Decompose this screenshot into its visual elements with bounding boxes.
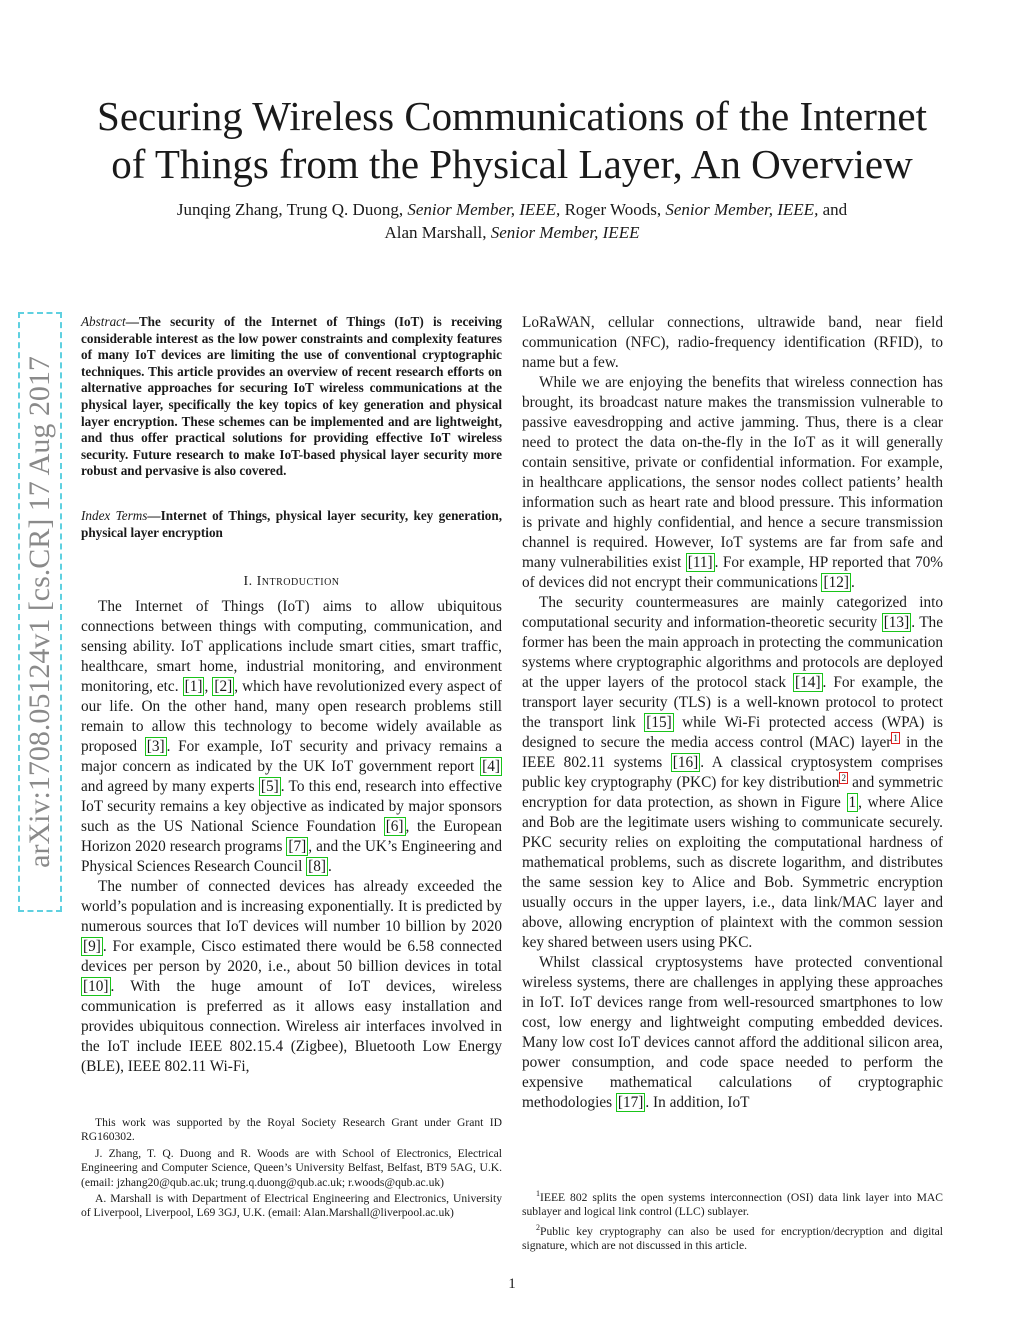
footnote-text: Public key cryptography can also be used for encryption/decryption and digital signature, which are not discussed in this article. bbox=[522, 1224, 943, 1252]
citation-link[interactable]: [8] bbox=[308, 858, 326, 875]
right-column-body bbox=[522, 313, 943, 1113]
citation-link[interactable]: [10] bbox=[83, 978, 109, 995]
author-names-2: Roger Woods, bbox=[560, 200, 666, 219]
citation-link[interactable]: [7] bbox=[288, 838, 307, 855]
citation-link[interactable]: [2] bbox=[214, 678, 233, 695]
abstract-text: —The security of the Internet of Things (IoT) is receiving considerable interest as the low power constraints and complexity features of many IoT devices are limiting the use of conventional cryptographic techniques. This article provides an overview of recent research efforts on alternative approaches for securing IoT wireless communications at the physical layer, specifically the key topics of key generation and physical layer encryption. These schemes can be implemented and are lightweight, and thus offer practical solutions for providing effective IoT wireless security. Future research to make IoT-based physical layer security more robust and pervasive is also covered. bbox=[81, 314, 502, 479]
section-title: Introduction bbox=[256, 574, 340, 589]
citation-link[interactable]: [12] bbox=[823, 574, 849, 591]
index-terms-label: Index Terms bbox=[81, 508, 148, 523]
author-names-1: Junqing Zhang, Trung Q. Duong, bbox=[176, 200, 408, 219]
citation-link[interactable]: [6] bbox=[385, 818, 404, 835]
author-list bbox=[60, 198, 964, 244]
author-role-3: Senior Member, IEEE bbox=[490, 223, 640, 242]
paragraph: Whilst classical cryptosystems have protected conventional wireless systems, there are challenges in applying these approaches in IoT. IoT devices range from well-resourced smartphones to low cost, low energy and lightweight computing embedded devices. Many low cost IoT devices cannot afford the additional silicon area, power consumption, and code space needed to perform the expensive mathematical calculations of cryptographic methodologies [17] . In addition, IoT bbox=[522, 954, 943, 1111]
footnote-text: IEEE 802 splits the open systems interconnection (OSI) data link layer into MAC sublayer and logical link control (LLC) sublayer. bbox=[522, 1190, 943, 1219]
page-number: 1 bbox=[508, 1276, 516, 1292]
citation-link[interactable]: [17] bbox=[617, 1094, 644, 1111]
citation-link[interactable]: [4] bbox=[482, 758, 500, 775]
page-footnotes bbox=[522, 1187, 943, 1254]
citation-link[interactable]: [11] bbox=[687, 554, 713, 571]
paper-title bbox=[60, 92, 964, 188]
footnote-link[interactable]: 1 bbox=[893, 732, 898, 743]
paragraph: LoRaWAN, cellular connections, ultrawide band, near field communication (NFC), radio-frequency identification (RFID), to name but a few. bbox=[522, 314, 943, 371]
arxiv-stamp[interactable] bbox=[18, 312, 62, 912]
affiliation-footnotes bbox=[81, 1116, 502, 1223]
index-terms bbox=[81, 508, 502, 541]
title-line-2: of Things from the Physical Layer, An Overview bbox=[111, 141, 913, 187]
section-heading-introduction bbox=[81, 574, 502, 590]
citation-link[interactable]: [5] bbox=[260, 778, 279, 795]
author-names-3: Alan Marshall, bbox=[384, 223, 491, 242]
citation-link[interactable]: [9] bbox=[83, 938, 101, 955]
abstract-label: Abstract bbox=[81, 314, 126, 329]
title-line-1: Securing Wireless Communications of the Internet bbox=[97, 93, 927, 139]
footnote bbox=[522, 1221, 943, 1254]
paragraph: While we are enjoying the benefits that wireless connection has brought, its broadcast nature makes the transmission vulnerable to passive eavesdropping and active jamming. Thus, there is a clear need to protect the data on-the-fly in the IoT as it will generally contain sensitive, private or confidential information. For example, in healthcare applications, the sensor nodes collect patients’ health information such as heart rate and blood pressure. This information is private and highly confidential, and hence a secure transmission channel is required. However, IoT systems are far from safe and many vulnerabilities exist [11] . For example, HP reported that 70% of devices did not encrypt their communications [12] . bbox=[522, 374, 943, 591]
section-number: I. bbox=[243, 574, 257, 589]
citation-link[interactable]: [13] bbox=[883, 614, 910, 631]
citation-link[interactable]: [15] bbox=[646, 714, 672, 731]
citation-link[interactable]: [14] bbox=[795, 674, 821, 691]
footnote-link[interactable]: 2 bbox=[841, 772, 846, 783]
footnote-mark: 1 bbox=[536, 1189, 540, 1198]
paragraph: The Internet of Things (IoT) aims to allow ubiquitous connections between things with computing, communication, and sensing ability. IoT applications include smart cities, smart traffic, healthcare, smart home, industrial monitoring, and environment monitoring, etc. [1] , [2] , which have revolutionized every aspect of our life. On the other hand, many open research problems still remain to allow this technology to become widely available as proposed [3] . For example, IoT security and privacy remains a major concern as indicated by the UK IoT government report [4] and agreed by many experts [5] . To this end, research into effective IoT security remains a key objective as indicated by major sponsors such as the US National Science Foundation [6] , the European Horizon 2020 research programs [7] , and the UK’s Engineering and Physical Sciences Research Council [8] . bbox=[81, 598, 503, 875]
abstract bbox=[81, 314, 502, 480]
paragraph: The security countermeasures are mainly categorized into computational security and information-theoretic security [13] . The former has been the main approach in protecting the communication systems where cryptographic algorithms and protocols are deployed at the upper layers of the protocol stack [14] . For example, the transport layer security (TLS) is a well-known protocol to protect the transport link [15] while Wi-Fi protected access (WPA) is designed to secure the media access control (MAC) layer $^1$ in the IEEE 802.11 systems [16] . A classical cryptosystem comprises public key cryptography (PKC) for key distribution $^2$ and symmetric encryption for data protection, as shown in Figure 1 , where Alice and Bob are the legitimate users wishing to communicate securely. PKC security relies on exploiting the computational hardness of mathematical problems, such as discrete logarithm, and distributes the same session key to Alice and Bob. Symmetric encryption usually occurs in the upper layers, i.e., data link/MAC layer and above, allowing encryption of plaintext with the common session key shared between users using PKC. bbox=[522, 594, 944, 951]
funding-footnote: This work was supported by the Royal Society Research Grant under Grant ID RG160302. bbox=[81, 1116, 502, 1144]
affiliation-footnote: A. Marshall is with Department of Electrical Engineering and Electronics, University of Liverpool, Liverpool, L69 3GJ, U.K. (email: Alan.Marshall@liverpool.ac.uk) bbox=[81, 1192, 502, 1220]
footnote-mark: 2 bbox=[536, 1222, 540, 1232]
author-role-2: Senior Member, IEEE, bbox=[665, 200, 819, 219]
footnote bbox=[522, 1187, 943, 1220]
index-terms-text: —Internet of Things, physical layer security, key generation, physical layer encryption bbox=[81, 508, 502, 540]
left-column-body bbox=[81, 597, 502, 1077]
citation-link[interactable]: [16] bbox=[672, 754, 699, 771]
affiliation-footnote: J. Zhang, T. Q. Duong and R. Woods are with School of Electronics, Electrical Engineering and Computer Science, Queen’s University Belfast, Belfast, BT9 5AG, U.K. (email: jzhang20@qub.ac.uk; trung.q.duong@qub.ac.uk; r.woods@qub.ac.uk) bbox=[81, 1146, 502, 1189]
citation-link[interactable]: [1] bbox=[184, 678, 203, 695]
author-and: and bbox=[818, 200, 848, 219]
arxiv-stamp-text: arXiv:1708.05124v1 [cs.CR] 17 Aug 2017 bbox=[23, 356, 56, 868]
paragraph: The number of connected devices has already exceeded the world’s population and is increasing exponentially. It is predicted by numerous sources that IoT devices will number 10 billion by 2020 [9] . For example, Cisco estimated there would be 6.58 connected devices per person by 2020, i.e., about 50 billion devices in total [10] . With the huge amount of IoT devices, wireless communication is preferred as it allows easy installation and provides ubiquitous connection. Wireless air interfaces involved in the IoT include IEEE 802.15.4 (Zigbee), Bluetooth Low Energy (BLE), IEEE 802.11 Wi-Fi, bbox=[81, 878, 502, 1075]
citation-link[interactable]: [3] bbox=[146, 738, 165, 755]
figure-link[interactable]: 1 bbox=[848, 794, 857, 811]
author-role-1: Senior Member, IEEE, bbox=[407, 200, 561, 219]
